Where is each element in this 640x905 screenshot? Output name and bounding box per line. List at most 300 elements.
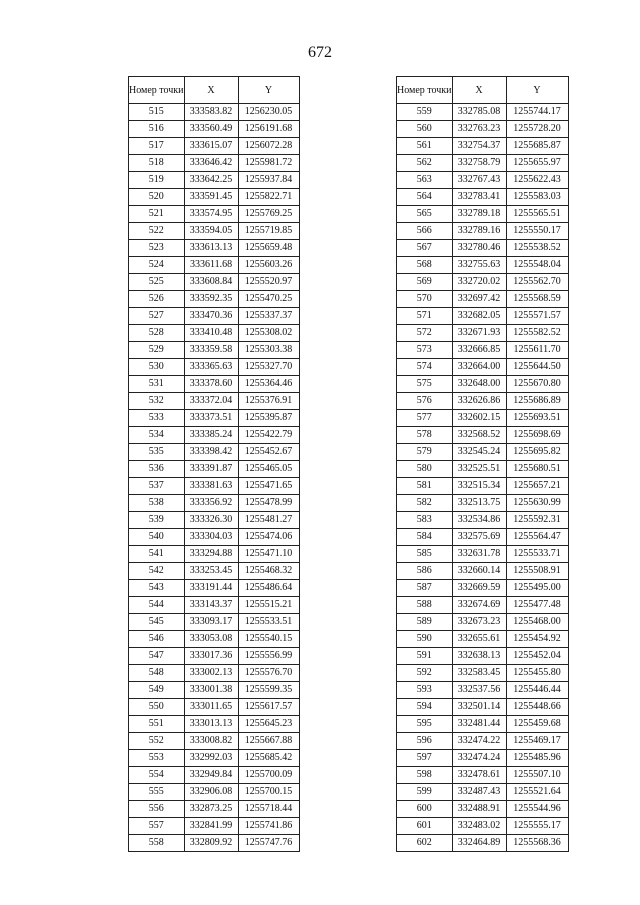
coordinates-table-left bbox=[128, 76, 300, 852]
cell-y: 1255718.44 bbox=[238, 801, 299, 818]
table-row bbox=[129, 495, 300, 512]
cell-y: 1255659.48 bbox=[238, 240, 299, 257]
header-point-number: Номер точки bbox=[129, 77, 185, 104]
table-row bbox=[129, 325, 300, 342]
cell-point-number: 601 bbox=[397, 818, 453, 835]
table-row bbox=[397, 529, 569, 546]
cell-point-number: 526 bbox=[129, 291, 185, 308]
cell-x: 332648.00 bbox=[452, 376, 506, 393]
table-row bbox=[129, 240, 300, 257]
cell-y: 1255376.91 bbox=[238, 393, 299, 410]
table-row bbox=[397, 835, 569, 852]
cell-x: 332669.59 bbox=[452, 580, 506, 597]
cell-y: 1255471.10 bbox=[238, 546, 299, 563]
cell-point-number: 594 bbox=[397, 699, 453, 716]
cell-x: 333017.36 bbox=[184, 648, 238, 665]
cell-point-number: 545 bbox=[129, 614, 185, 631]
table-row bbox=[129, 359, 300, 376]
cell-y: 1255507.10 bbox=[506, 767, 568, 784]
cell-x: 332583.45 bbox=[452, 665, 506, 682]
cell-point-number: 571 bbox=[397, 308, 453, 325]
table-row bbox=[129, 427, 300, 444]
cell-x: 332949.84 bbox=[184, 767, 238, 784]
cell-point-number: 583 bbox=[397, 512, 453, 529]
cell-y: 1255485.96 bbox=[506, 750, 568, 767]
cell-x: 332763.23 bbox=[452, 121, 506, 138]
cell-x: 333359.58 bbox=[184, 342, 238, 359]
cell-y: 1255630.99 bbox=[506, 495, 568, 512]
table-row bbox=[129, 206, 300, 223]
cell-point-number: 522 bbox=[129, 223, 185, 240]
cell-point-number: 527 bbox=[129, 308, 185, 325]
cell-x: 333398.42 bbox=[184, 444, 238, 461]
cell-point-number: 534 bbox=[129, 427, 185, 444]
table-row bbox=[397, 767, 569, 784]
cell-y: 1255622.43 bbox=[506, 172, 568, 189]
cell-y: 1255667.88 bbox=[238, 733, 299, 750]
table-row bbox=[129, 223, 300, 240]
cell-x: 333642.25 bbox=[184, 172, 238, 189]
cell-x: 332478.61 bbox=[452, 767, 506, 784]
cell-x: 333008.82 bbox=[184, 733, 238, 750]
cell-point-number: 602 bbox=[397, 835, 453, 852]
cell-x: 332537.56 bbox=[452, 682, 506, 699]
cell-y: 1255422.79 bbox=[238, 427, 299, 444]
cell-point-number: 543 bbox=[129, 580, 185, 597]
table-row bbox=[129, 580, 300, 597]
table-row bbox=[129, 716, 300, 733]
cell-y: 1255695.82 bbox=[506, 444, 568, 461]
cell-y: 1255698.69 bbox=[506, 427, 568, 444]
cell-point-number: 562 bbox=[397, 155, 453, 172]
table-row bbox=[129, 172, 300, 189]
table-row bbox=[129, 376, 300, 393]
cell-x: 333001.38 bbox=[184, 682, 238, 699]
table-row bbox=[397, 172, 569, 189]
cell-point-number: 556 bbox=[129, 801, 185, 818]
table-row bbox=[397, 563, 569, 580]
cell-y: 1255769.25 bbox=[238, 206, 299, 223]
cell-point-number: 525 bbox=[129, 274, 185, 291]
cell-x: 332515.34 bbox=[452, 478, 506, 495]
cell-point-number: 575 bbox=[397, 376, 453, 393]
table-header-row bbox=[397, 77, 569, 104]
cell-y: 1256230.05 bbox=[238, 104, 299, 121]
cell-y: 1255474.06 bbox=[238, 529, 299, 546]
table-row bbox=[397, 665, 569, 682]
cell-point-number: 532 bbox=[129, 393, 185, 410]
table-row bbox=[397, 478, 569, 495]
cell-y: 1255680.51 bbox=[506, 461, 568, 478]
cell-y: 1255533.51 bbox=[238, 614, 299, 631]
table-row bbox=[397, 155, 569, 172]
cell-point-number: 592 bbox=[397, 665, 453, 682]
cell-x: 332767.43 bbox=[452, 172, 506, 189]
cell-x: 332488.91 bbox=[452, 801, 506, 818]
table-row bbox=[129, 291, 300, 308]
cell-y: 1255468.00 bbox=[506, 614, 568, 631]
cell-x: 332873.25 bbox=[184, 801, 238, 818]
cell-point-number: 599 bbox=[397, 784, 453, 801]
cell-x: 332758.79 bbox=[452, 155, 506, 172]
table-row bbox=[129, 529, 300, 546]
cell-y: 1255448.66 bbox=[506, 699, 568, 716]
table-row bbox=[129, 444, 300, 461]
cell-x: 332513.75 bbox=[452, 495, 506, 512]
cell-point-number: 579 bbox=[397, 444, 453, 461]
cell-x: 332666.85 bbox=[452, 342, 506, 359]
cell-x: 332671.93 bbox=[452, 325, 506, 342]
cell-y: 1255568.36 bbox=[506, 835, 568, 852]
cell-y: 1255562.70 bbox=[506, 274, 568, 291]
table-row bbox=[129, 308, 300, 325]
cell-y: 1255327.70 bbox=[238, 359, 299, 376]
cell-y: 1255471.65 bbox=[238, 478, 299, 495]
cell-y: 1255555.17 bbox=[506, 818, 568, 835]
cell-x: 333385.24 bbox=[184, 427, 238, 444]
cell-x: 333391.87 bbox=[184, 461, 238, 478]
table-row bbox=[129, 546, 300, 563]
cell-point-number: 582 bbox=[397, 495, 453, 512]
table-row bbox=[129, 835, 300, 852]
cell-x: 333372.04 bbox=[184, 393, 238, 410]
cell-x: 333594.05 bbox=[184, 223, 238, 240]
cell-y: 1255565.51 bbox=[506, 206, 568, 223]
cell-y: 1255478.99 bbox=[238, 495, 299, 512]
cell-x: 333011.65 bbox=[184, 699, 238, 716]
cell-y: 1255459.68 bbox=[506, 716, 568, 733]
cell-y: 1255741.86 bbox=[238, 818, 299, 835]
cell-point-number: 533 bbox=[129, 410, 185, 427]
cell-y: 1255540.15 bbox=[238, 631, 299, 648]
cell-y: 1255657.21 bbox=[506, 478, 568, 495]
cell-x: 332755.63 bbox=[452, 257, 506, 274]
cell-x: 332992.03 bbox=[184, 750, 238, 767]
cell-x: 332906.08 bbox=[184, 784, 238, 801]
page-number: 672 bbox=[308, 44, 332, 61]
cell-point-number: 565 bbox=[397, 206, 453, 223]
cell-x: 332483.02 bbox=[452, 818, 506, 835]
cell-x: 332568.52 bbox=[452, 427, 506, 444]
cell-y: 1255308.02 bbox=[238, 325, 299, 342]
cell-point-number: 555 bbox=[129, 784, 185, 801]
cell-y: 1255685.87 bbox=[506, 138, 568, 155]
cell-x: 332841.99 bbox=[184, 818, 238, 835]
table-row bbox=[129, 461, 300, 478]
table-row bbox=[397, 597, 569, 614]
cell-x: 333294.88 bbox=[184, 546, 238, 563]
cell-point-number: 572 bbox=[397, 325, 453, 342]
cell-y: 1255599.35 bbox=[238, 682, 299, 699]
coordinates-table-right bbox=[396, 76, 569, 852]
cell-point-number: 589 bbox=[397, 614, 453, 631]
cell-point-number: 596 bbox=[397, 733, 453, 750]
table-header-row bbox=[129, 77, 300, 104]
cell-point-number: 523 bbox=[129, 240, 185, 257]
cell-x: 333373.51 bbox=[184, 410, 238, 427]
table-row bbox=[397, 495, 569, 512]
cell-point-number: 581 bbox=[397, 478, 453, 495]
table-row bbox=[129, 733, 300, 750]
cell-y: 1255468.32 bbox=[238, 563, 299, 580]
table-row bbox=[397, 342, 569, 359]
table-row bbox=[397, 138, 569, 155]
cell-y: 1255693.51 bbox=[506, 410, 568, 427]
cell-x: 332785.08 bbox=[452, 104, 506, 121]
cell-point-number: 535 bbox=[129, 444, 185, 461]
table-row bbox=[397, 733, 569, 750]
cell-y: 1255446.44 bbox=[506, 682, 568, 699]
cell-point-number: 519 bbox=[129, 172, 185, 189]
cell-point-number: 553 bbox=[129, 750, 185, 767]
cell-point-number: 551 bbox=[129, 716, 185, 733]
cell-y: 1255937.84 bbox=[238, 172, 299, 189]
table-row bbox=[397, 614, 569, 631]
cell-x: 333191.44 bbox=[184, 580, 238, 597]
cell-y: 1255576.70 bbox=[238, 665, 299, 682]
cell-y: 1255454.92 bbox=[506, 631, 568, 648]
cell-point-number: 600 bbox=[397, 801, 453, 818]
cell-point-number: 550 bbox=[129, 699, 185, 716]
table-row bbox=[397, 325, 569, 342]
cell-x: 333583.82 bbox=[184, 104, 238, 121]
cell-point-number: 591 bbox=[397, 648, 453, 665]
cell-x: 333356.92 bbox=[184, 495, 238, 512]
cell-x: 333253.45 bbox=[184, 563, 238, 580]
cell-point-number: 590 bbox=[397, 631, 453, 648]
cell-x: 333646.42 bbox=[184, 155, 238, 172]
cell-x: 333574.95 bbox=[184, 206, 238, 223]
header-point-number: Номер точки bbox=[397, 77, 453, 104]
table-row bbox=[129, 393, 300, 410]
cell-point-number: 552 bbox=[129, 733, 185, 750]
cell-point-number: 587 bbox=[397, 580, 453, 597]
table-row bbox=[129, 155, 300, 172]
cell-point-number: 588 bbox=[397, 597, 453, 614]
table-row bbox=[397, 274, 569, 291]
cell-y: 1255685.42 bbox=[238, 750, 299, 767]
cell-point-number: 548 bbox=[129, 665, 185, 682]
cell-point-number: 566 bbox=[397, 223, 453, 240]
cell-y: 1255452.67 bbox=[238, 444, 299, 461]
table-row bbox=[129, 410, 300, 427]
cell-point-number: 531 bbox=[129, 376, 185, 393]
cell-point-number: 560 bbox=[397, 121, 453, 138]
cell-x: 333560.49 bbox=[184, 121, 238, 138]
cell-x: 333615.07 bbox=[184, 138, 238, 155]
cell-y: 1255644.50 bbox=[506, 359, 568, 376]
table-row bbox=[397, 699, 569, 716]
cell-y: 1255655.97 bbox=[506, 155, 568, 172]
table-row bbox=[397, 461, 569, 478]
cell-y: 1255395.87 bbox=[238, 410, 299, 427]
cell-point-number: 598 bbox=[397, 767, 453, 784]
cell-x: 333093.17 bbox=[184, 614, 238, 631]
cell-point-number: 559 bbox=[397, 104, 453, 121]
table-row bbox=[397, 512, 569, 529]
cell-y: 1255303.38 bbox=[238, 342, 299, 359]
cell-x: 333143.37 bbox=[184, 597, 238, 614]
cell-y: 1255744.17 bbox=[506, 104, 568, 121]
cell-x: 332673.23 bbox=[452, 614, 506, 631]
cell-x: 332789.18 bbox=[452, 206, 506, 223]
cell-point-number: 530 bbox=[129, 359, 185, 376]
cell-x: 332501.14 bbox=[452, 699, 506, 716]
cell-y: 1255495.00 bbox=[506, 580, 568, 597]
cell-x: 332602.15 bbox=[452, 410, 506, 427]
cell-y: 1255728.20 bbox=[506, 121, 568, 138]
cell-point-number: 577 bbox=[397, 410, 453, 427]
cell-point-number: 578 bbox=[397, 427, 453, 444]
table-row bbox=[397, 359, 569, 376]
table-row bbox=[397, 189, 569, 206]
cell-y: 1255470.25 bbox=[238, 291, 299, 308]
table-row bbox=[397, 206, 569, 223]
cell-y: 1255568.59 bbox=[506, 291, 568, 308]
table-row bbox=[397, 410, 569, 427]
cell-point-number: 557 bbox=[129, 818, 185, 835]
cell-y: 1255550.17 bbox=[506, 223, 568, 240]
cell-y: 1255337.37 bbox=[238, 308, 299, 325]
table-row bbox=[129, 750, 300, 767]
cell-y: 1255603.26 bbox=[238, 257, 299, 274]
table-row bbox=[397, 104, 569, 121]
table-row bbox=[397, 546, 569, 563]
cell-point-number: 536 bbox=[129, 461, 185, 478]
cell-x: 333410.48 bbox=[184, 325, 238, 342]
cell-point-number: 539 bbox=[129, 512, 185, 529]
cell-point-number: 542 bbox=[129, 563, 185, 580]
cell-x: 333611.68 bbox=[184, 257, 238, 274]
cell-x: 333365.63 bbox=[184, 359, 238, 376]
cell-point-number: 567 bbox=[397, 240, 453, 257]
cell-point-number: 569 bbox=[397, 274, 453, 291]
cell-y: 1255515.21 bbox=[238, 597, 299, 614]
cell-point-number: 547 bbox=[129, 648, 185, 665]
cell-x: 332674.69 bbox=[452, 597, 506, 614]
cell-x: 332487.43 bbox=[452, 784, 506, 801]
cell-point-number: 558 bbox=[129, 835, 185, 852]
cell-x: 332660.14 bbox=[452, 563, 506, 580]
cell-point-number: 595 bbox=[397, 716, 453, 733]
cell-x: 332655.61 bbox=[452, 631, 506, 648]
cell-point-number: 576 bbox=[397, 393, 453, 410]
table-row bbox=[129, 121, 300, 138]
cell-x: 333002.13 bbox=[184, 665, 238, 682]
table-row bbox=[129, 631, 300, 648]
table-row bbox=[397, 393, 569, 410]
cell-y: 1255592.31 bbox=[506, 512, 568, 529]
cell-y: 1255548.04 bbox=[506, 257, 568, 274]
cell-x: 332631.78 bbox=[452, 546, 506, 563]
cell-y: 1255571.57 bbox=[506, 308, 568, 325]
header-x: X bbox=[184, 77, 238, 104]
table-row bbox=[129, 597, 300, 614]
table-row bbox=[397, 750, 569, 767]
cell-point-number: 554 bbox=[129, 767, 185, 784]
cell-y: 1255670.80 bbox=[506, 376, 568, 393]
cell-point-number: 520 bbox=[129, 189, 185, 206]
cell-y: 1255452.04 bbox=[506, 648, 568, 665]
cell-y: 1255719.85 bbox=[238, 223, 299, 240]
cell-x: 332809.92 bbox=[184, 835, 238, 852]
table-row bbox=[129, 665, 300, 682]
cell-y: 1255747.76 bbox=[238, 835, 299, 852]
cell-y: 1255556.99 bbox=[238, 648, 299, 665]
cell-x: 332464.89 bbox=[452, 835, 506, 852]
cell-x: 332626.86 bbox=[452, 393, 506, 410]
cell-x: 333304.03 bbox=[184, 529, 238, 546]
cell-x: 333326.30 bbox=[184, 512, 238, 529]
cell-point-number: 584 bbox=[397, 529, 453, 546]
table-row bbox=[129, 614, 300, 631]
cell-point-number: 546 bbox=[129, 631, 185, 648]
table-row bbox=[129, 274, 300, 291]
cell-y: 1255486.64 bbox=[238, 580, 299, 597]
cell-point-number: 544 bbox=[129, 597, 185, 614]
table-row bbox=[397, 376, 569, 393]
cell-x: 332481.44 bbox=[452, 716, 506, 733]
cell-x: 332664.00 bbox=[452, 359, 506, 376]
cell-y: 1255520.97 bbox=[238, 274, 299, 291]
cell-y: 1255364.46 bbox=[238, 376, 299, 393]
cell-x: 333613.13 bbox=[184, 240, 238, 257]
cell-point-number: 574 bbox=[397, 359, 453, 376]
cell-y: 1256191.68 bbox=[238, 121, 299, 138]
cell-point-number: 586 bbox=[397, 563, 453, 580]
cell-x: 332754.37 bbox=[452, 138, 506, 155]
cell-y: 1255582.52 bbox=[506, 325, 568, 342]
cell-point-number: 568 bbox=[397, 257, 453, 274]
cell-point-number: 561 bbox=[397, 138, 453, 155]
cell-point-number: 524 bbox=[129, 257, 185, 274]
table-row bbox=[397, 784, 569, 801]
cell-x: 333381.63 bbox=[184, 478, 238, 495]
table-row bbox=[129, 104, 300, 121]
cell-point-number: 564 bbox=[397, 189, 453, 206]
table-row bbox=[129, 682, 300, 699]
table-row bbox=[397, 240, 569, 257]
cell-y: 1255538.52 bbox=[506, 240, 568, 257]
header-y: Y bbox=[506, 77, 568, 104]
cell-y: 1256072.28 bbox=[238, 138, 299, 155]
table-row bbox=[129, 818, 300, 835]
cell-x: 333608.84 bbox=[184, 274, 238, 291]
cell-point-number: 563 bbox=[397, 172, 453, 189]
cell-x: 332474.22 bbox=[452, 733, 506, 750]
cell-point-number: 528 bbox=[129, 325, 185, 342]
table-row bbox=[397, 682, 569, 699]
table-row bbox=[397, 308, 569, 325]
table-row bbox=[397, 257, 569, 274]
cell-y: 1255611.70 bbox=[506, 342, 568, 359]
cell-y: 1255465.05 bbox=[238, 461, 299, 478]
cell-x: 332789.16 bbox=[452, 223, 506, 240]
table-row bbox=[397, 631, 569, 648]
cell-y: 1255645.23 bbox=[238, 716, 299, 733]
cell-point-number: 516 bbox=[129, 121, 185, 138]
table-row bbox=[397, 427, 569, 444]
cell-y: 1255981.72 bbox=[238, 155, 299, 172]
cell-point-number: 570 bbox=[397, 291, 453, 308]
cell-y: 1255564.47 bbox=[506, 529, 568, 546]
cell-y: 1255521.64 bbox=[506, 784, 568, 801]
cell-y: 1255822.71 bbox=[238, 189, 299, 206]
cell-point-number: 515 bbox=[129, 104, 185, 121]
cell-x: 332638.13 bbox=[452, 648, 506, 665]
table-row bbox=[397, 291, 569, 308]
table-row bbox=[129, 512, 300, 529]
